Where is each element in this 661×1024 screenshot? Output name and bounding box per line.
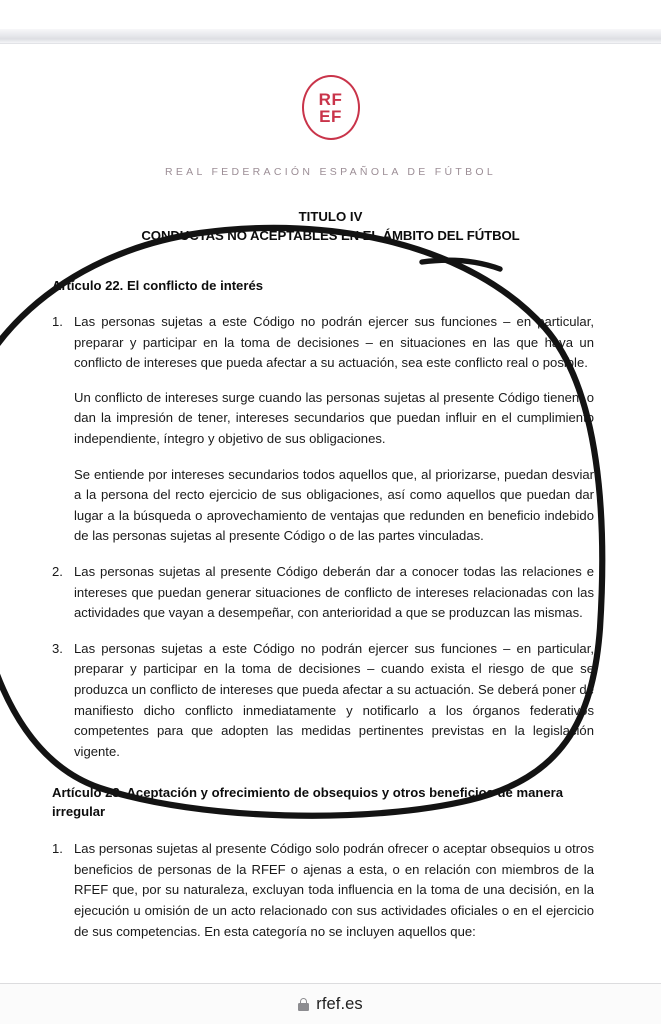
article-23-item-1 [52, 839, 594, 942]
paragraph-text: Las personas sujetas a este Código no podrán ejercer sus funciones – en particular, preparar y participar en la toma de decisiones – en situaciones en las que haya un conflicto de intereses que pueda afectar a su actuación, sea este conflicto real o posible. [74, 314, 594, 371]
paragraph-text: Las personas sujetas al presente Código solo podrán ofrecer o aceptar obsequios u otros beneficios de personas de la RFEF o ajenas a esta, o en relación con miembros de la RFEF que, por su naturaleza, excluyan toda influencia en la toma de una decisión, en la ejecución u omisión de un acto relacionado con sus actividades oficiales o en el ejercicio de sus competencias. En esta categoría no se incluyen aquellos que: [74, 841, 594, 939]
list-number: 1. [52, 841, 63, 857]
document-title-block [0, 207, 661, 245]
article-22-item-1-paragraph-2: Un conflicto de intereses surge cuando las personas sujetas al presente Código tienen, o dan la impresión de tener, intereses secundarios que puedan influir en el cumplimiento independiente, íntegro y objetivo de sus obligaciones. [74, 389, 594, 446]
rfef-logo-line1: RF [318, 89, 343, 109]
article-22-heading: Artículo 22. El conflicto de interés [52, 278, 264, 293]
rfef-masthead [0, 75, 661, 178]
chrome-toolbar-edge [0, 29, 661, 43]
rfef-logo-oval-icon [302, 75, 360, 140]
chrome-divider [0, 43, 661, 44]
rfef-logo-letters [319, 91, 343, 125]
browser-top-chrome [0, 0, 661, 48]
list-number: 2. [52, 563, 63, 579]
url-label: rfef.es [316, 994, 363, 1013]
title-line-1: TITULO IV [298, 209, 363, 224]
rfef-logo-line2: EF [319, 106, 342, 126]
article-22-item-3 [52, 639, 594, 763]
article-23-heading: Artículo 23. Aceptación y ofrecimiento de obsequios y otros beneficios de manera irregular [52, 785, 564, 820]
paragraph-text: Las personas sujetas al presente Código deberán dar a conocer todas las relaciones e intereses que puedan generar situaciones de conflicto de intereses relacionadas con las actividades que vayan a desempeñar, con anterioridad a que se produzcan las mismas. [74, 563, 594, 621]
article-22-item-2 [52, 562, 594, 624]
document-body [52, 276, 594, 957]
rfef-logo [302, 75, 360, 140]
lock-icon [298, 998, 309, 1011]
organization-name: REAL FEDERACIÓN ESPAÑOLA DE FÚTBOL [164, 166, 496, 178]
list-number: 3. [52, 640, 63, 656]
document-page [0, 48, 661, 983]
title-line-2: CONDUCTAS NO ACEPTABLES EN EL ÁMBITO DEL FÚTBOL [141, 228, 520, 243]
browser-url-bar[interactable] [0, 983, 661, 1024]
paragraph-text: Las personas sujetas a este Código no podrán ejercer sus funciones – en particular, preparar y participar en la toma de decisiones – cuando exista el riesgo de que se produzca un conflicto de intereses que pueda afectar a su actuación. Se deberá poner de manifiesto dicho conflicto inmediatamente y notificarlo a los órganos federativos competentes para que adopten las medidas pertinentes previstas en la legislación vigente. [74, 640, 594, 759]
list-number: 1. [52, 314, 63, 329]
article-22-item-1-paragraph-3: Se entiende por intereses secundarios todos aquellos que, al priorizarse, puedan desviar a la persona del recto ejercicio de sus obligaciones, así como aquellos que puedan dar lugar a la búsqueda o aprovechamiento de ventajas que redunden en beneficio indebido de las personas sujetas al presente Código o de las partes vinculadas. [74, 466, 594, 544]
article-22-item-1 [52, 312, 594, 374]
